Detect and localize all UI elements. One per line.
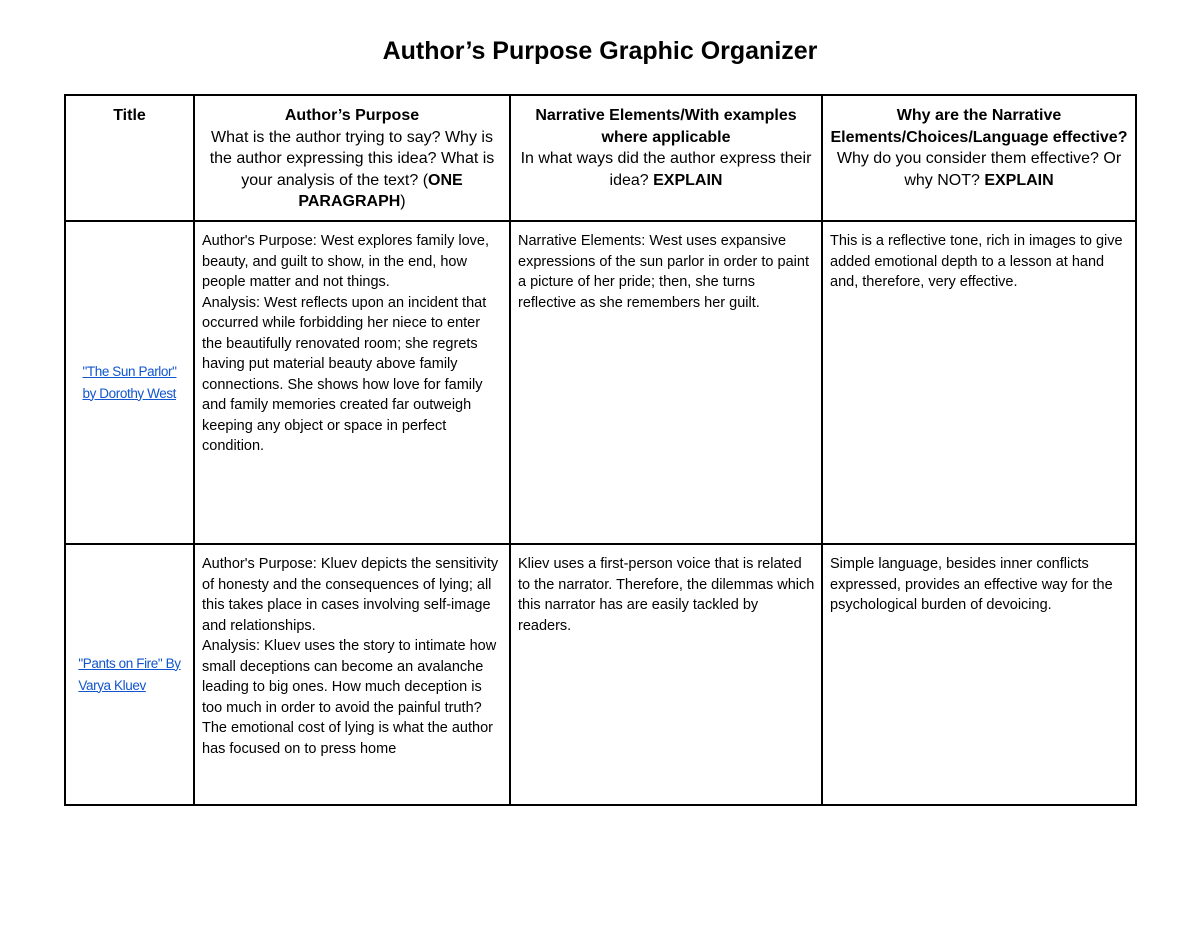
row-narrative-cell (510, 221, 822, 544)
story-link-line1: "Pants on Fire" By (78, 655, 181, 671)
row-purpose-cell (194, 544, 510, 805)
story-link-sun-parlor[interactable] (83, 361, 177, 405)
header-purpose-end: ) (400, 193, 406, 210)
why-paragraph: Simple language, besides inner conflicts expressed, provides an effective way for the psychological burden of devoicing. (830, 556, 1113, 613)
table-row (65, 544, 1136, 805)
header-narrative-bold: EXPLAIN (653, 171, 723, 189)
table-row (65, 221, 1136, 544)
graphic-organizer-table (64, 94, 1137, 806)
header-why-title: Why are the Narrative Elements/Choices/Language effective? (830, 107, 1128, 146)
narrative-paragraph: Narrative Elements: West uses expansive expressions of the sun parlor in order to paint a picture of her pride; then, she turns reflective as she remembers her guilt. (518, 233, 809, 311)
story-link-line1: "The Sun Parlor" (82, 363, 177, 379)
header-why-effective (822, 95, 1136, 221)
header-title-label: Title (113, 107, 146, 124)
header-purpose-desc: What is the author trying to say? Why is the author expressing this idea? What is your analysis of the text? ( (209, 128, 495, 189)
row-why-cell (822, 544, 1136, 805)
row-title-cell (65, 221, 194, 544)
narrative-paragraph: Kliev uses a first-person voice that is related to the narrator. Therefore, the dilemmas which this narrator has are easily tackled by readers. (518, 556, 815, 634)
header-authors-purpose (194, 95, 510, 221)
header-purpose-bold: ONE PARAGRAPH (298, 171, 463, 210)
header-narrative-elements (510, 95, 822, 221)
header-why-bold: EXPLAIN (984, 171, 1054, 189)
row-title-cell (65, 544, 194, 805)
why-paragraph: This is a reflective tone, rich in images to give added emotional depth to a lesson at hand and, therefore, very effective. (830, 233, 1123, 290)
row-why-cell (822, 221, 1136, 544)
header-narrative-title: Narrative Elements/With examples where applicable (535, 107, 797, 146)
purpose-paragraph: Author's Purpose: West explores family love, beauty, and guilt to show, in the end, how people matter and not things. (202, 233, 489, 290)
row-purpose-cell (194, 221, 510, 544)
purpose-paragraph: Author's Purpose: Kluev depicts the sensitivity of honesty and the consequences of lying; all this takes place in cases involving self-image and relationships. (202, 556, 499, 634)
analysis-paragraph: Analysis: Kluev uses the story to intimate how small deceptions can become an avalanche leading to big ones. How much deception is too much in order to avoid the painful truth? The emotional cost of lying is what the author has focused on to press home (202, 638, 497, 757)
header-row (65, 95, 1136, 221)
row-narrative-cell (510, 544, 822, 805)
header-purpose-title: Author’s Purpose (284, 107, 420, 124)
header-narrative-desc: In what ways did the author express their idea? (520, 150, 812, 189)
story-link-line2: by Dorothy West (82, 385, 177, 401)
story-link-line2: Varya Kluev (78, 677, 146, 693)
page-title: Author’s Purpose Graphic Organizer (382, 37, 818, 65)
header-why-desc: Why do you consider them effective? Or why NOT? (836, 150, 1122, 189)
header-title (65, 95, 194, 221)
story-link-pants-on-fire[interactable] (78, 653, 180, 697)
analysis-paragraph: Analysis: West reflects upon an incident that occurred while forbidding her niece to enter the beautifully renovated room; she regrets having put material beauty above family connections. She shows how love for family and family memories created far outweigh keeping any object or space in perfect condition. (202, 294, 487, 454)
